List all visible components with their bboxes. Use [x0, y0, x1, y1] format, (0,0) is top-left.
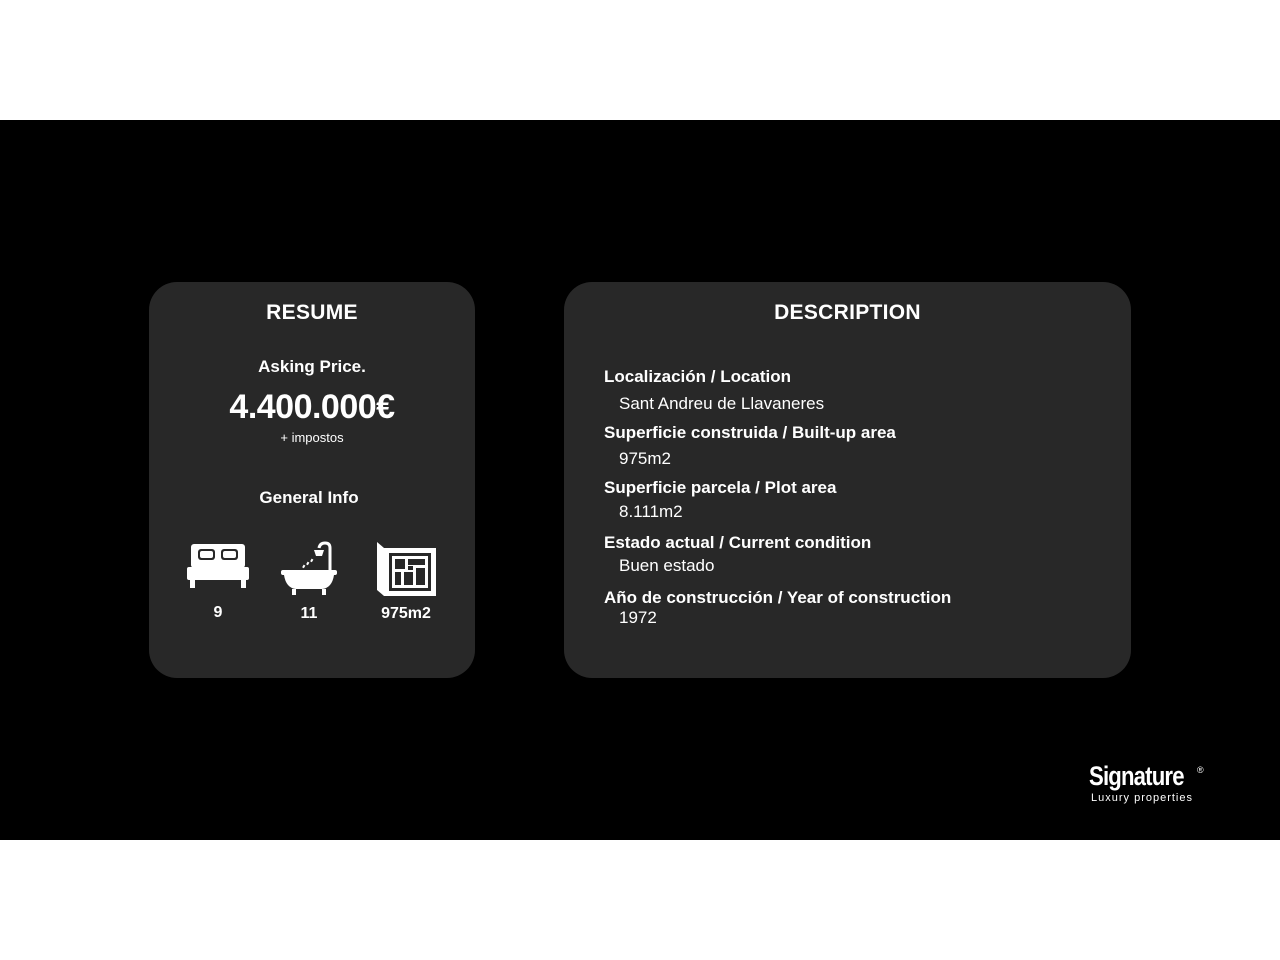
bed-icon [187, 540, 249, 590]
area-stat [366, 540, 446, 623]
plot-area-row [604, 478, 836, 522]
area-value: 975m2 [381, 605, 431, 622]
description-title: DESCRIPTION [774, 301, 921, 324]
general-info-label: General Info [259, 488, 359, 507]
bathrooms-count: 11 [300, 605, 318, 622]
resume-title: RESUME [266, 301, 358, 324]
built-area-value: 975m2 [619, 449, 671, 468]
plot-area-label: Superficie parcela / Plot area [604, 478, 837, 497]
year-label: Año de construcción / Year of construction [604, 588, 952, 607]
bedrooms-stat [178, 540, 258, 622]
location-row [604, 367, 824, 414]
condition-label: Estado actual / Current condition [604, 533, 872, 552]
built-area-row [604, 423, 896, 469]
asking-price-label: Asking Price. [258, 357, 366, 376]
location-value: Sant Andreu de Llavaneres [619, 394, 825, 413]
bathtub-icon [278, 540, 340, 596]
built-area-label: Superficie construida / Built-up area [604, 423, 896, 442]
bathrooms-stat [269, 540, 349, 623]
brand-tagline: Luxury properties [1091, 792, 1193, 804]
year-value: 1972 [619, 608, 657, 627]
condition-row [604, 533, 871, 576]
bedrooms-count: 9 [213, 604, 223, 621]
plot-area-value: 8.111m2 [619, 502, 683, 521]
condition-value: Buen estado [619, 556, 715, 575]
brand-name: Signature [1089, 761, 1184, 791]
taxes-note: + impostos [280, 430, 344, 445]
description-card [564, 282, 1131, 678]
asking-price: 4.400.000€ [229, 388, 395, 426]
floor-plan-icon [375, 540, 437, 596]
slide [0, 120, 1280, 840]
signature-logo [1089, 761, 1205, 804]
location-label: Localización / Location [604, 367, 792, 386]
resume-card [149, 282, 475, 678]
registered-mark: ® [1197, 765, 1204, 775]
year-row [604, 588, 951, 628]
